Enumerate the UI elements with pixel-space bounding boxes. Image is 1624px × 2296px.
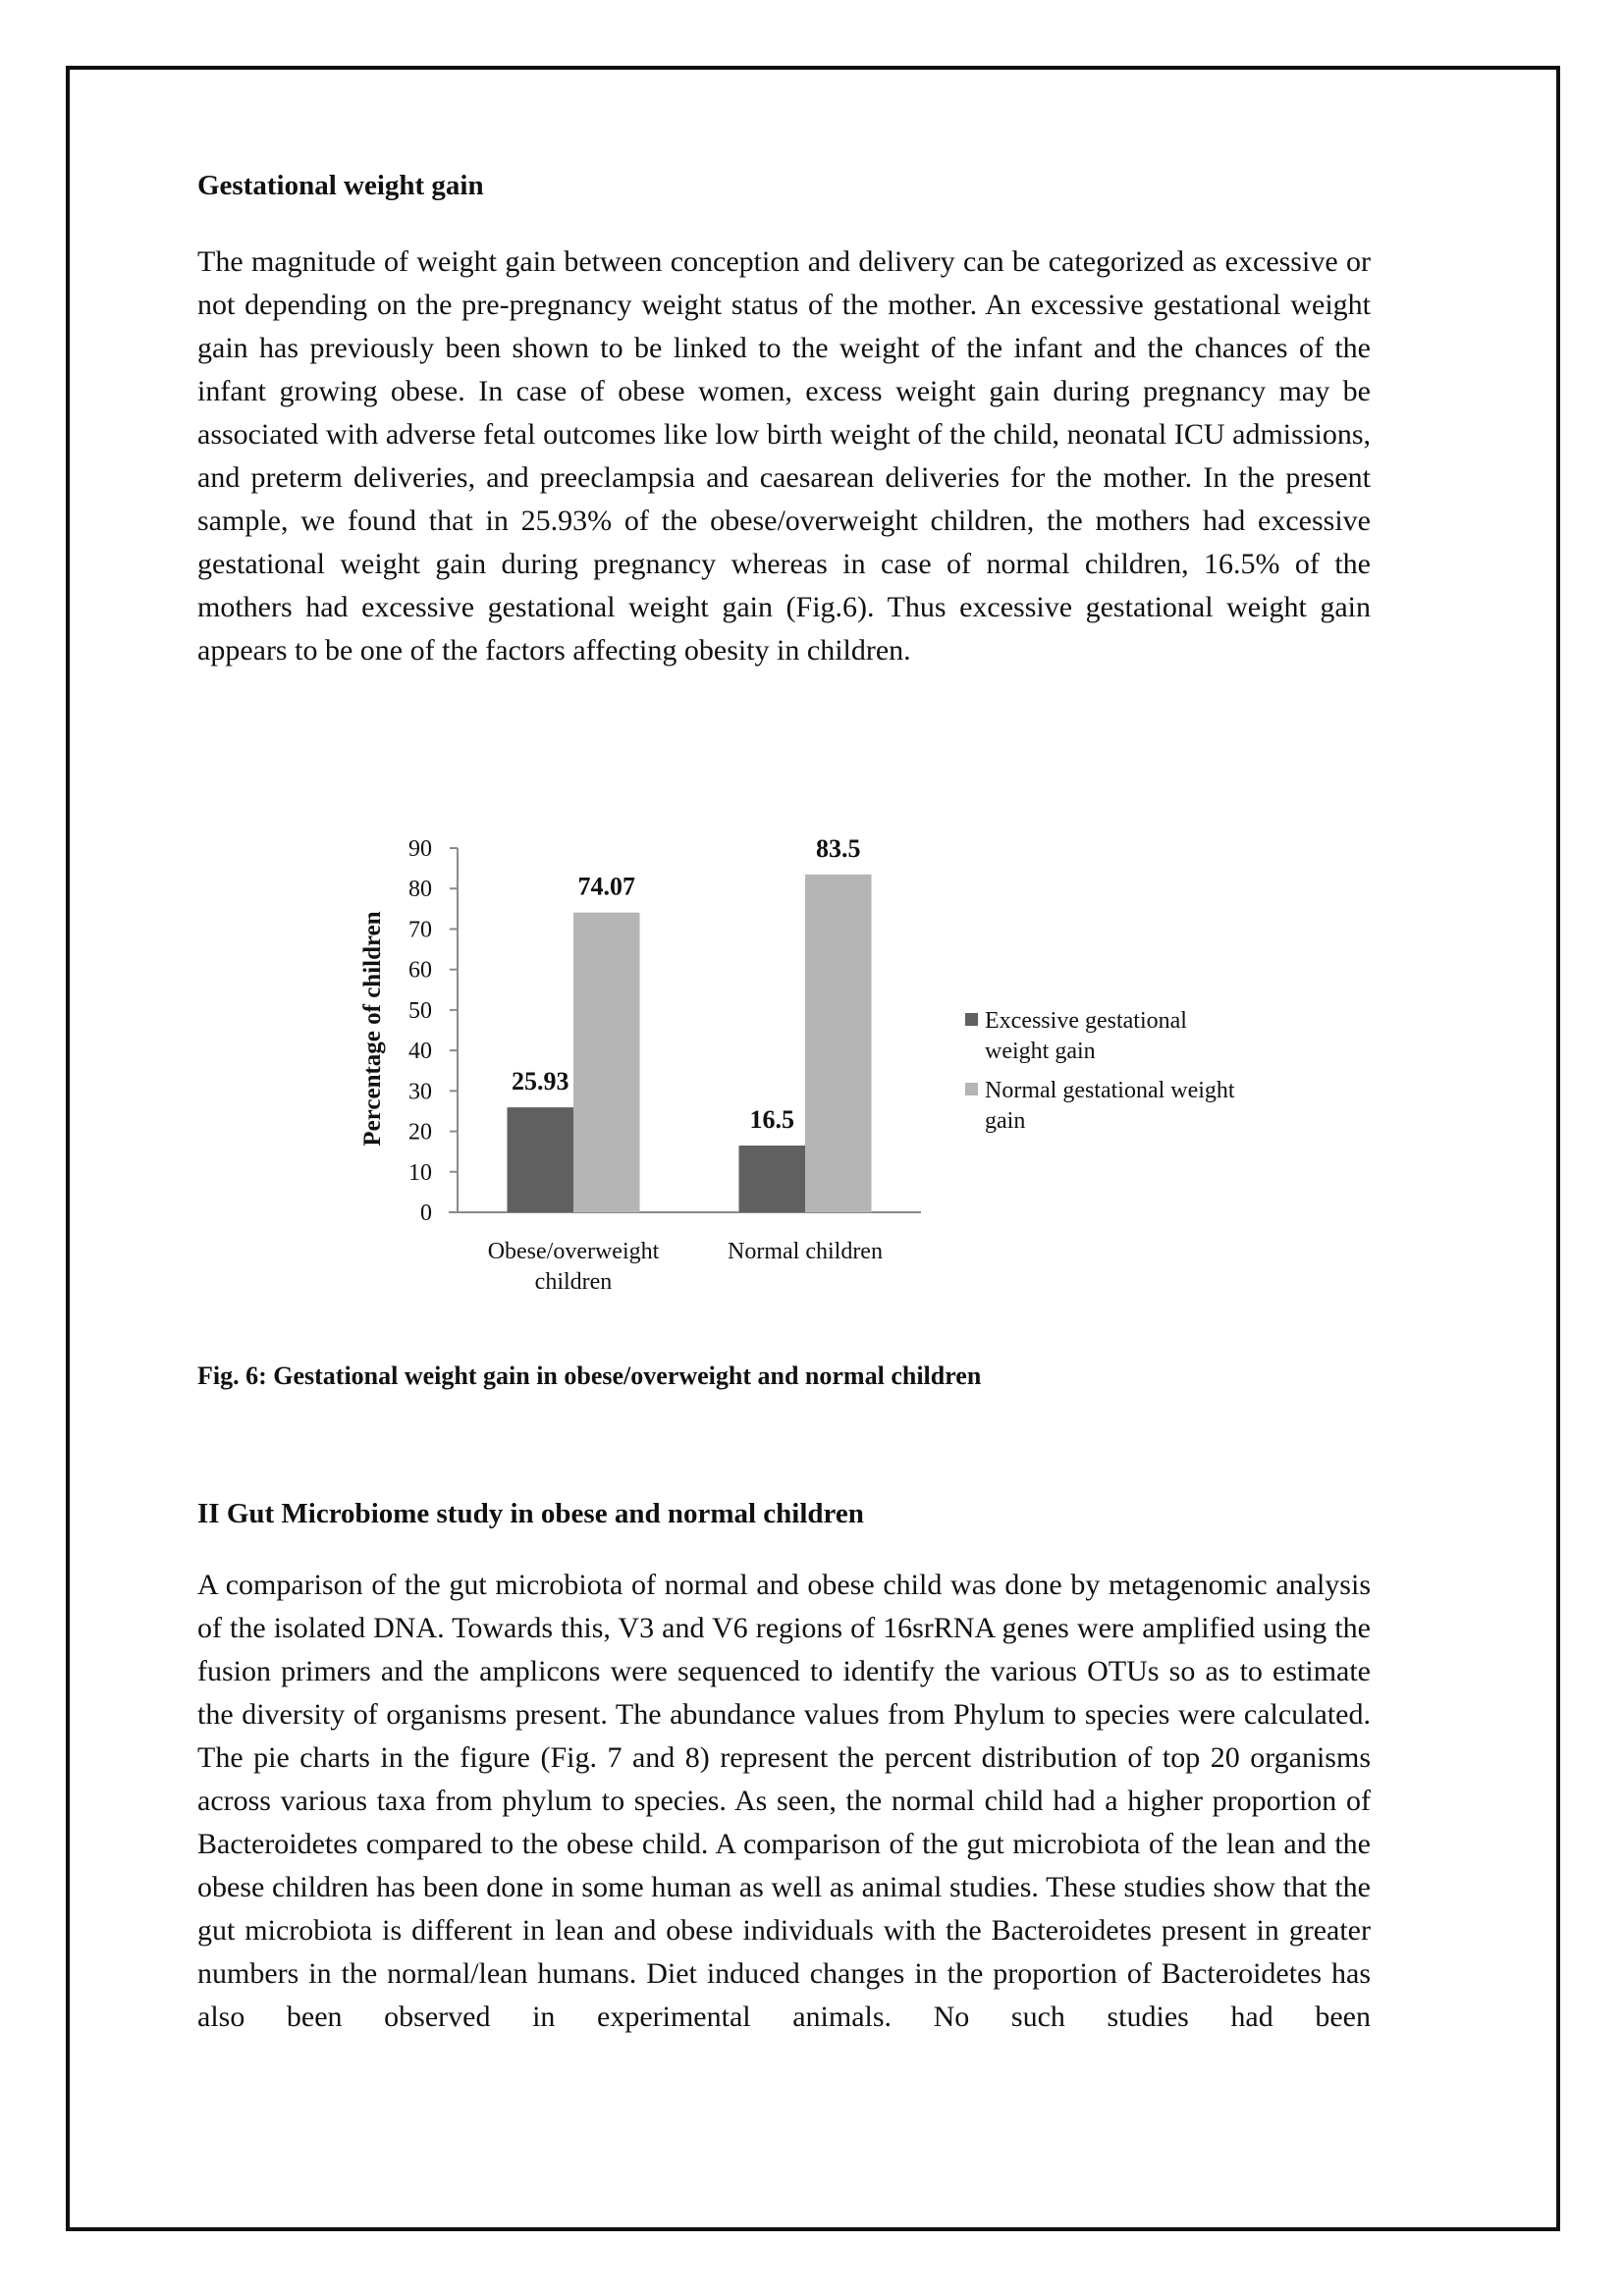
y-tick-label: 90 <box>408 836 432 862</box>
y-tick-label: 40 <box>408 1039 432 1065</box>
legend-swatch <box>965 1083 978 1095</box>
data-label: 83.5 <box>816 833 861 863</box>
data-label: 25.93 <box>512 1067 569 1096</box>
body-paragraph: The magnitude of weight gain between conception and delivery can be categorized as excessive or not depending on the pre-pregnancy weight status of the mother. An excessive gestational weight gain has previously been shown to be linked to the weight of the infant and the chances of the infant growing obese. In case of obese women, excess weight gain during pregnancy may be associated with adverse fetal outcomes like low birth weight of the child, neonatal ICU admissions, and preterm deliveries, and preeclampsia and caesarean deliveries for the mother. In the present sample, we found that in 25.93% of the obese/overweight children, the mothers had excessive gestational weight gain during pregnancy whereas in case of normal children, 16.5% of the mothers had excessive gestational weight gain (Fig.6). Thus excessive gestational weight gain appears to be one of the factors affecting obesity in children. <box>197 245 1371 667</box>
section-heading: II Gut Microbiome study in obese and normal children <box>197 1498 864 1529</box>
bar <box>739 1146 806 1212</box>
data-label: 16.5 <box>749 1104 794 1134</box>
legend-label: weight gain <box>985 1039 1096 1064</box>
y-tick-label: 70 <box>408 917 432 943</box>
legend-swatch <box>965 1013 978 1026</box>
x-category-label: children <box>534 1269 613 1295</box>
bar <box>508 1107 574 1212</box>
section-heading: Gestational weight gain <box>197 170 484 201</box>
x-category-label: Normal children <box>728 1239 883 1264</box>
x-category-label: Obese/overweight <box>487 1239 660 1264</box>
y-tick-label: 60 <box>408 957 432 984</box>
y-tick-label: 30 <box>408 1079 432 1105</box>
y-tick-label: 20 <box>408 1119 432 1146</box>
legend-label: Excessive gestational <box>985 1008 1187 1034</box>
legend-label: Normal gestational weight <box>985 1078 1235 1103</box>
body-paragraph: A comparison of the gut microbiota of normal and obese child was done by metagenomic analysis of the isolated DNA. Towards this, V3 and V6 regions of 16srRNA genes were amplified using the fusion primers and the amplicons were sequenced to identify the various OTUs so as to estimate the diversity of organisms present. The abundance values from Phylum to species were calculated. The pie charts in the figure (Fig. 7 and 8) represent the percent distribution of top 20 organisms across various taxa from phylum to species. As seen, the normal child had a higher proportion of Bacteroidetes compared to the obese child. A comparison of the gut microbiota of the lean and the obese children has been done in some human as well as animal studies. These studies show that the gut microbiota is different in lean and obese individuals with the Bacteroidetes present in greater numbers in the normal/lean humans. Diet induced changes in the proportion of Bacteroidetes has also been observed in experimental animals. No such studies had been <box>197 1569 1371 2033</box>
bar <box>573 913 640 1212</box>
legend-label: gain <box>985 1108 1026 1134</box>
data-label: 74.07 <box>577 872 635 901</box>
y-tick-label: 50 <box>408 997 432 1024</box>
y-tick-label: 10 <box>408 1159 432 1186</box>
y-tick-label: 0 <box>420 1201 432 1226</box>
y-tick-label: 80 <box>408 877 432 903</box>
y-axis-title: Percentage of children <box>359 911 386 1147</box>
bar <box>805 875 872 1212</box>
figure-caption: Fig. 6: Gestational weight gain in obese/overweight and normal children <box>197 1362 982 1390</box>
